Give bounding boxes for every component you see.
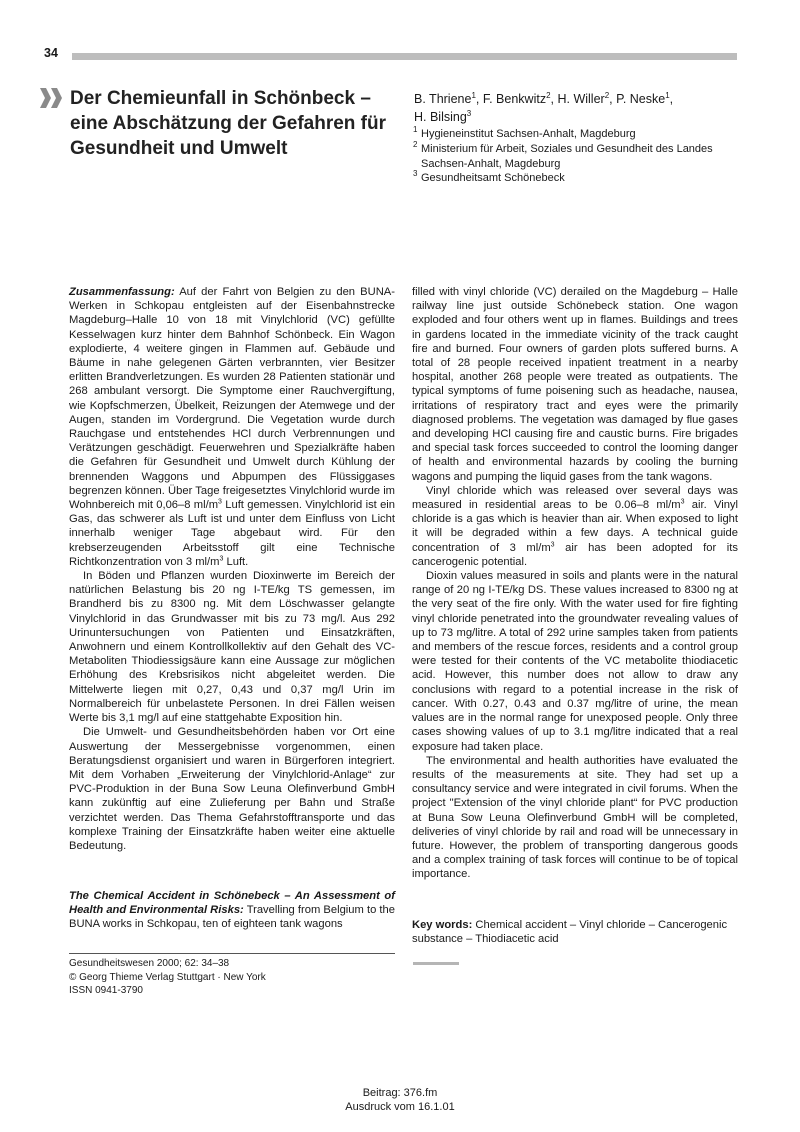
abstract-text: air. Vinyl chloride is a gas which is heavier than air. When exposed to light it will be degraded within a few days. A technical guide concentration of 3 ml/m bbox=[412, 499, 739, 554]
affiliation-text: Gesundheitsamt Schönebeck bbox=[421, 172, 565, 184]
author-name: H. Willer bbox=[557, 92, 605, 106]
abstract-lead: The Chemical Accident in Schönebeck – An Assessment of Health and Environmental Risks: bbox=[69, 890, 395, 917]
author-name: P. Neske bbox=[616, 92, 666, 106]
author-affiliation-mark: 3 bbox=[466, 108, 472, 118]
affiliation-text: Hygieneinstitut Sachsen-Anhalt, Magdeburg bbox=[421, 128, 636, 140]
abstract-paragraph bbox=[412, 484, 738, 569]
abstract-english-start bbox=[69, 889, 395, 932]
keywords-divider bbox=[413, 962, 459, 965]
affiliation: 2 Ministerium für Arbeit, Soziales und Gesundheit des Landes Sachsen-Anhalt, Magdeburg bbox=[413, 140, 713, 170]
author-name: H. Bilsing bbox=[414, 110, 467, 124]
abstract-paragraph: The environmental and health authorities have evaluated the results of the measurements at site. They had set up a consultancy service and were integrated in civil forums. When the project "Extension of the vinyl chloride plant“ for PVC production at Buna Sow Leuna Olefinverbund GmbH will be completed, deliveries of vinyl chloride by rail and road will be unnecessary in future. However, the problem of transporting dangerous goods and a complex training of task forces will continue to be of topical importance. bbox=[412, 754, 738, 881]
abstract-paragraph: Dioxin values measured in soils and plants were in the natural range of 20 ng I-TE/kg DS. These values increased to 8300 ng at the very seat of the fire only. With the water used for fire fighting vinyl chloride penetrated into the groundwater revealing values of up to 73 mg/litre. A total of 292 urine samples taken from patients and members of the rescue forces, residents and a control group were tested for their contents of the VC metabolite thiodiacetic acid. However, this number does not allow to draw any conclusions with regard to a potential increase in the risk of cancer. With 0.27, 0.43 and 0.37 mg/litre of urine, the mean values are in the normal range for unexposed people. Only three cases showing values of up to 3.1 mg/litre indicated that a real exposure had taken place. bbox=[412, 570, 738, 753]
author-affiliation-mark: 2 bbox=[604, 90, 610, 100]
abstract-paragraph: In Böden und Pflanzen wurden Dioxinwerte im Bereich der natürlichen Belastung bis 20 ng I-TE/kg TS gemessen, im Brandherd bis zu 8300 ng. Mit dem Löschwasser gelangte Vinylchlorid in das Grundwasser mit bis zu 73 mg/l. Aus 292 Urinuntersuchungen von Patienten und Einsatzkräften, Anwohnern und einem Kontrollkollektiv auf den Gehalt des VC-Metaboliten Thiodiessigsäure kann eine Aussage zur möglichen Erhöhung des Krebsrisikos nicht abgeleitet werden. Die Mittelwerte liegen mit 0,27, 0,43 und 0,37 mg/l Urin im Normalbereich für unbelastete Personen. In drei Fällen weisen Werte bis 3,1 mg/l auf eine stattgehabte Exposition hin. bbox=[69, 570, 395, 725]
abstract-paragraph: Die Umwelt- und Gesundheitsbehörden haben vor Ort eine Auswertung der Messergebnisse vorgenommen, einen Beratungsdienst organisiert und waren in Bürgerforen integriert. Mit dem Vorhaben „Erweiterung der Vinylchlorid-Anlage“ zur PVC-Produktion in der Buna Sow Leuna Olefinverbund GmbH kann zukünftig auf eine Zulieferung per Bahn und Straße verzichtet werden. Das Thema Gefahrstofftransporte und das komplexe Training der Einsatzkräfte haben weiter eine aktuelle Bedeutung. bbox=[69, 726, 395, 852]
author-name: B. Thriene bbox=[414, 92, 472, 106]
abstract-text: Luft. bbox=[223, 555, 249, 568]
article-title: Der Chemieunfall in Schönbeck – eine Abschätzung der Gefahren für Gesundheit und Umwelt bbox=[70, 88, 387, 159]
page-footer bbox=[0, 1086, 800, 1114]
citation-divider bbox=[69, 953, 395, 954]
footer-line: Ausdruck vom 16.1.01 bbox=[345, 1101, 455, 1113]
abstract-paragraph bbox=[69, 285, 395, 569]
abstract-text: Travelling from Belgium to the BUNA works in Schkopau, ten of eighteen tank wagons bbox=[69, 904, 395, 931]
citation-block bbox=[69, 957, 399, 998]
superscript: 3 bbox=[680, 498, 685, 506]
double-chevron-icon bbox=[40, 88, 64, 108]
abstract-german bbox=[69, 285, 395, 853]
abstract-text: Luft gemessen. Vinylchlorid ist ein Gas, das schwerer als Luft ist und unter dem Einfluss von Licht innerhalb weniger Tage abgebaut wird. Für den krebserzeugenden Arbeitsstoff gilt eine Technische Richtkonzentration von 3 ml/m bbox=[69, 499, 396, 568]
affiliation: 1 Hygieneinstitut Sachsen-Anhalt, Magdeburg bbox=[413, 125, 636, 140]
author-affiliation-mark: 2 bbox=[546, 90, 551, 100]
citation-journal: Gesundheitswesen 2000; 62: 34–38 bbox=[69, 958, 230, 969]
abstract-text: Vinyl chloride which was released over several days was measured in residential areas to be 0.06–8 ml/m bbox=[412, 484, 738, 512]
keywords-text: Chemical accident – Vinyl chloride – Cancerogenic substance – Thiodiacetic acid bbox=[412, 919, 728, 946]
header-bar bbox=[72, 53, 737, 60]
author-list: B. Thriene$^1$, F. Benkwitz$^2$, H. Willer$^2$, P. Neske$^1$, H. Bilsing$^3$ bbox=[414, 90, 674, 124]
superscript: 3 bbox=[218, 498, 222, 506]
citation-issn: ISSN 0941-3790 bbox=[69, 985, 143, 996]
superscript: 3 bbox=[219, 555, 224, 563]
footer-line: Beitrag: 376.fm bbox=[362, 1087, 438, 1099]
abstract-text: air has been adopted for its cancerogenic potential. bbox=[412, 541, 738, 568]
page-number: 34 bbox=[44, 46, 58, 60]
author-affiliation-mark: 1 bbox=[471, 90, 476, 100]
superscript: 3 bbox=[550, 540, 555, 548]
abstract-english bbox=[412, 285, 738, 882]
abstract-lead: Zusammenfassung: bbox=[69, 286, 175, 298]
affiliation: 3 Gesundheitsamt Schönebeck bbox=[413, 169, 565, 184]
affiliation-text: Ministerium für Arbeit, Soziales und Gesundheit des Landes bbox=[421, 143, 713, 155]
keywords bbox=[412, 918, 738, 946]
author-name: F. Benkwitz bbox=[482, 92, 547, 106]
citation-publisher: © Georg Thieme Verlag Stuttgart · New York bbox=[69, 971, 266, 983]
author-affiliation-mark: 1 bbox=[665, 90, 670, 100]
affiliation-text-continued: Sachsen-Anhalt, Magdeburg bbox=[421, 157, 561, 170]
keywords-label: Key words: bbox=[412, 919, 473, 931]
abstract-paragraph: filled with vinyl chloride (VC) derailed on the Magdeburg – Halle railway line just outside Schönebeck station. One wagon exploded and four others went up in flames. Buildings and trees in gardens located in the immediate vicinity of the track caught fire and burned. Four owners of garden plots suffered burns. A total of 28 people received inpatient treatment in a nearby hospital, another 268 people were treated as outpatients. The typical symptoms of fume poisening such as headache, nausea, irritations of respiratory tract and eyes were the primarily diagnosed problems. The vegetation was damaged by flue gases and developing HCl causing fire and caustic burns. Fire brigades and special task forces succeeded to control the looming danger of health and environmental hazards by cooling the burning wagons and pumping the liquid gases from the tank wagons. bbox=[412, 286, 738, 483]
abstract-text: Auf der Fahrt von Belgien zu den BUNA-Werken in Schkopau entgleisten auf der Eisenbahnstrecke Magdeburg–Halle 10 von 18 mit Vinylchlorid (VC) gefüllte Kesselwagen kurz hinter dem Bahnhof Schönbeck. Ein Wagon explodierte, 4 weitere gingen in Flammen auf. Gebäude und Bäume in nahe gelegenen Gärten verbrannten, vier Besitzer erlitten Brandverletzungen. Es wurden 28 Patienten stationär und 268 ambulant versorgt. Die Symptome einer Rauchvergiftung, wie Kopfschmerzen, Übelkeit, Reizungen der Atemwege und der Augen, standen im Vordergrund. Die Vegetation wurde durch Rauchgase und entstehendes HCl durch Verbrennungen und Verätzungen geschädigt. Feuerwehren und Spezialkräfte haben die Gefahren für Gesundheit und Umwelt durch Kühlung der brennenden Waggons und Abpumpen des Flüssiggases begrenzen können. Über Tage freigesetztes Vinylchlorid wurde im Wohnbereich mit 0,06–8 ml/m bbox=[69, 286, 395, 512]
